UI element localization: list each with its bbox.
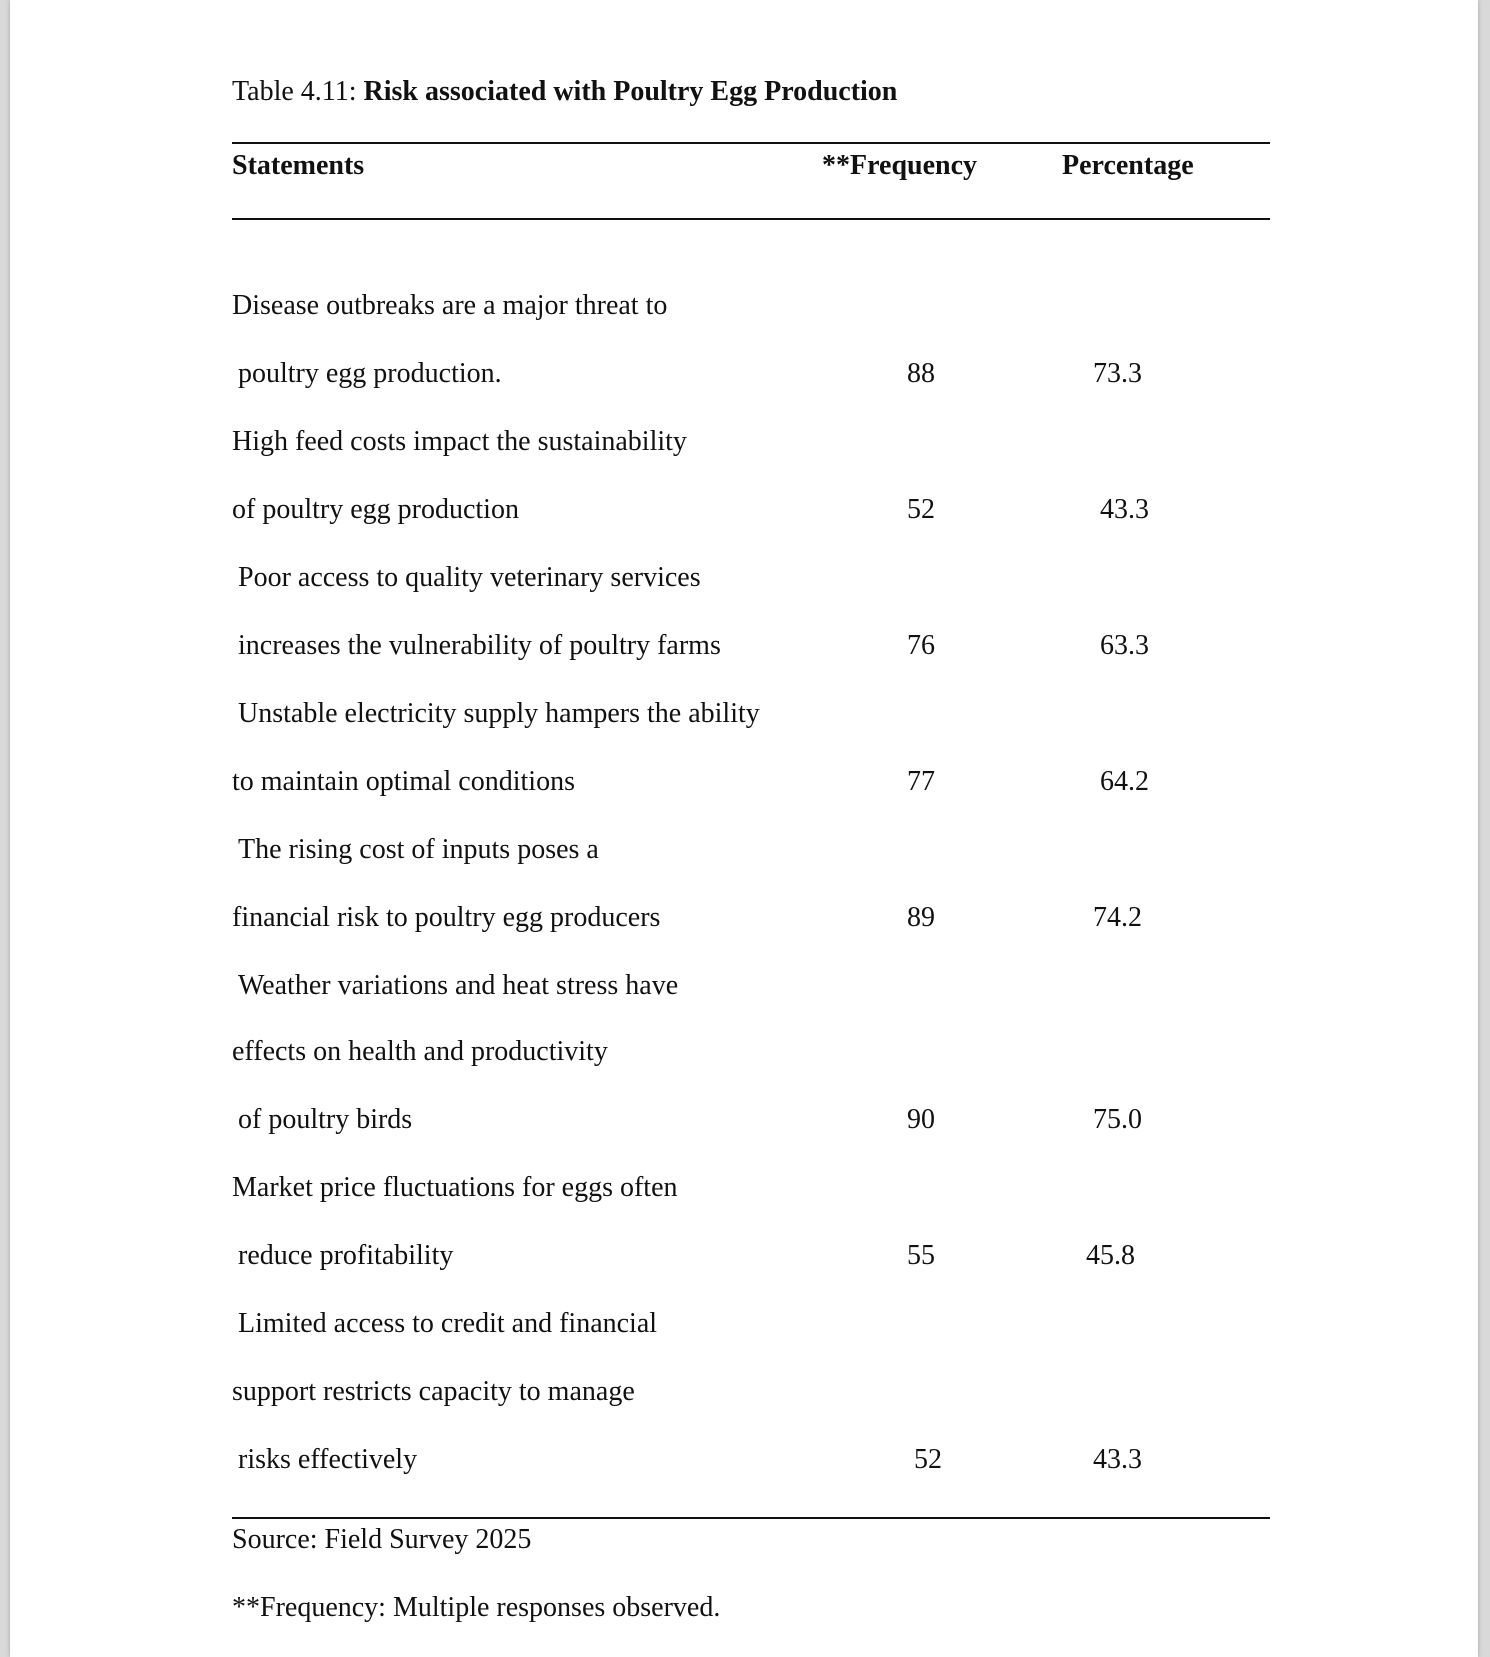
table-source: Source: Field Survey 2025 xyxy=(232,1524,532,1555)
row-5-line-1: The rising cost of inputs poses a xyxy=(238,834,599,865)
row-8-line-3: risks effectively xyxy=(238,1444,418,1475)
header-statements: Statements xyxy=(232,150,365,181)
row-6-frequency: 90 xyxy=(907,1104,935,1135)
row-4-frequency: 77 xyxy=(907,766,935,797)
header-frequency: **Frequency xyxy=(822,150,978,181)
row-4-line-1: Unstable electricity supply hampers the ability xyxy=(238,698,760,729)
row-8-line-2: support restricts capacity to manage xyxy=(232,1376,635,1407)
row-7-percentage: 45.8 xyxy=(1086,1240,1135,1271)
row-6-line-3: of poultry birds xyxy=(238,1104,413,1135)
row-2-frequency: 52 xyxy=(907,494,935,525)
row-1-line-1: Disease outbreaks are a major threat to xyxy=(232,290,668,321)
row-6-line-2: effects on health and productivity xyxy=(232,1036,608,1067)
row-1-frequency: 88 xyxy=(907,358,935,389)
row-2-percentage: 43.3 xyxy=(1100,494,1149,525)
header-percentage: Percentage xyxy=(1062,150,1194,181)
row-3-line-1: Poor access to quality veterinary services xyxy=(238,562,701,593)
row-5-percentage: 74.2 xyxy=(1093,902,1142,933)
table-bottom-rule xyxy=(232,1517,1270,1519)
row-6-percentage: 75.0 xyxy=(1093,1104,1142,1135)
row-1-percentage: 73.3 xyxy=(1093,358,1142,389)
row-4-percentage: 64.2 xyxy=(1100,766,1149,797)
row-1-line-2: poultry egg production. xyxy=(238,358,502,389)
row-2-line-1: High feed costs impact the sustainability xyxy=(232,426,687,457)
row-4-line-2: to maintain optimal conditions xyxy=(232,766,575,797)
row-8-line-1: Limited access to credit and financial xyxy=(238,1308,658,1339)
caption-prefix: Table 4.11: xyxy=(232,76,364,107)
row-7-line-2: reduce profitability xyxy=(238,1240,454,1271)
row-5-line-2: financial risk to poultry egg producers xyxy=(232,902,661,933)
row-7-frequency: 55 xyxy=(907,1240,935,1271)
table-note: **Frequency: Multiple responses observed. xyxy=(232,1592,721,1623)
row-8-frequency: 52 xyxy=(914,1444,942,1475)
table-caption xyxy=(232,76,897,108)
row-6-line-1: Weather variations and heat stress have xyxy=(238,970,679,1001)
document-page xyxy=(10,0,1478,1657)
header-bottom-rule xyxy=(232,218,1270,220)
row-5-frequency: 89 xyxy=(907,902,935,933)
row-3-line-2: increases the vulnerability of poultry farms xyxy=(238,630,721,661)
row-8-percentage: 43.3 xyxy=(1093,1444,1142,1475)
table-top-rule xyxy=(232,142,1270,144)
row-3-frequency: 76 xyxy=(907,630,935,661)
row-2-line-2: of poultry egg production xyxy=(232,494,519,525)
row-3-percentage: 63.3 xyxy=(1100,630,1149,661)
caption-title: Risk associated with Poultry Egg Production xyxy=(363,76,898,107)
row-7-line-1: Market price fluctuations for eggs often xyxy=(232,1172,678,1203)
